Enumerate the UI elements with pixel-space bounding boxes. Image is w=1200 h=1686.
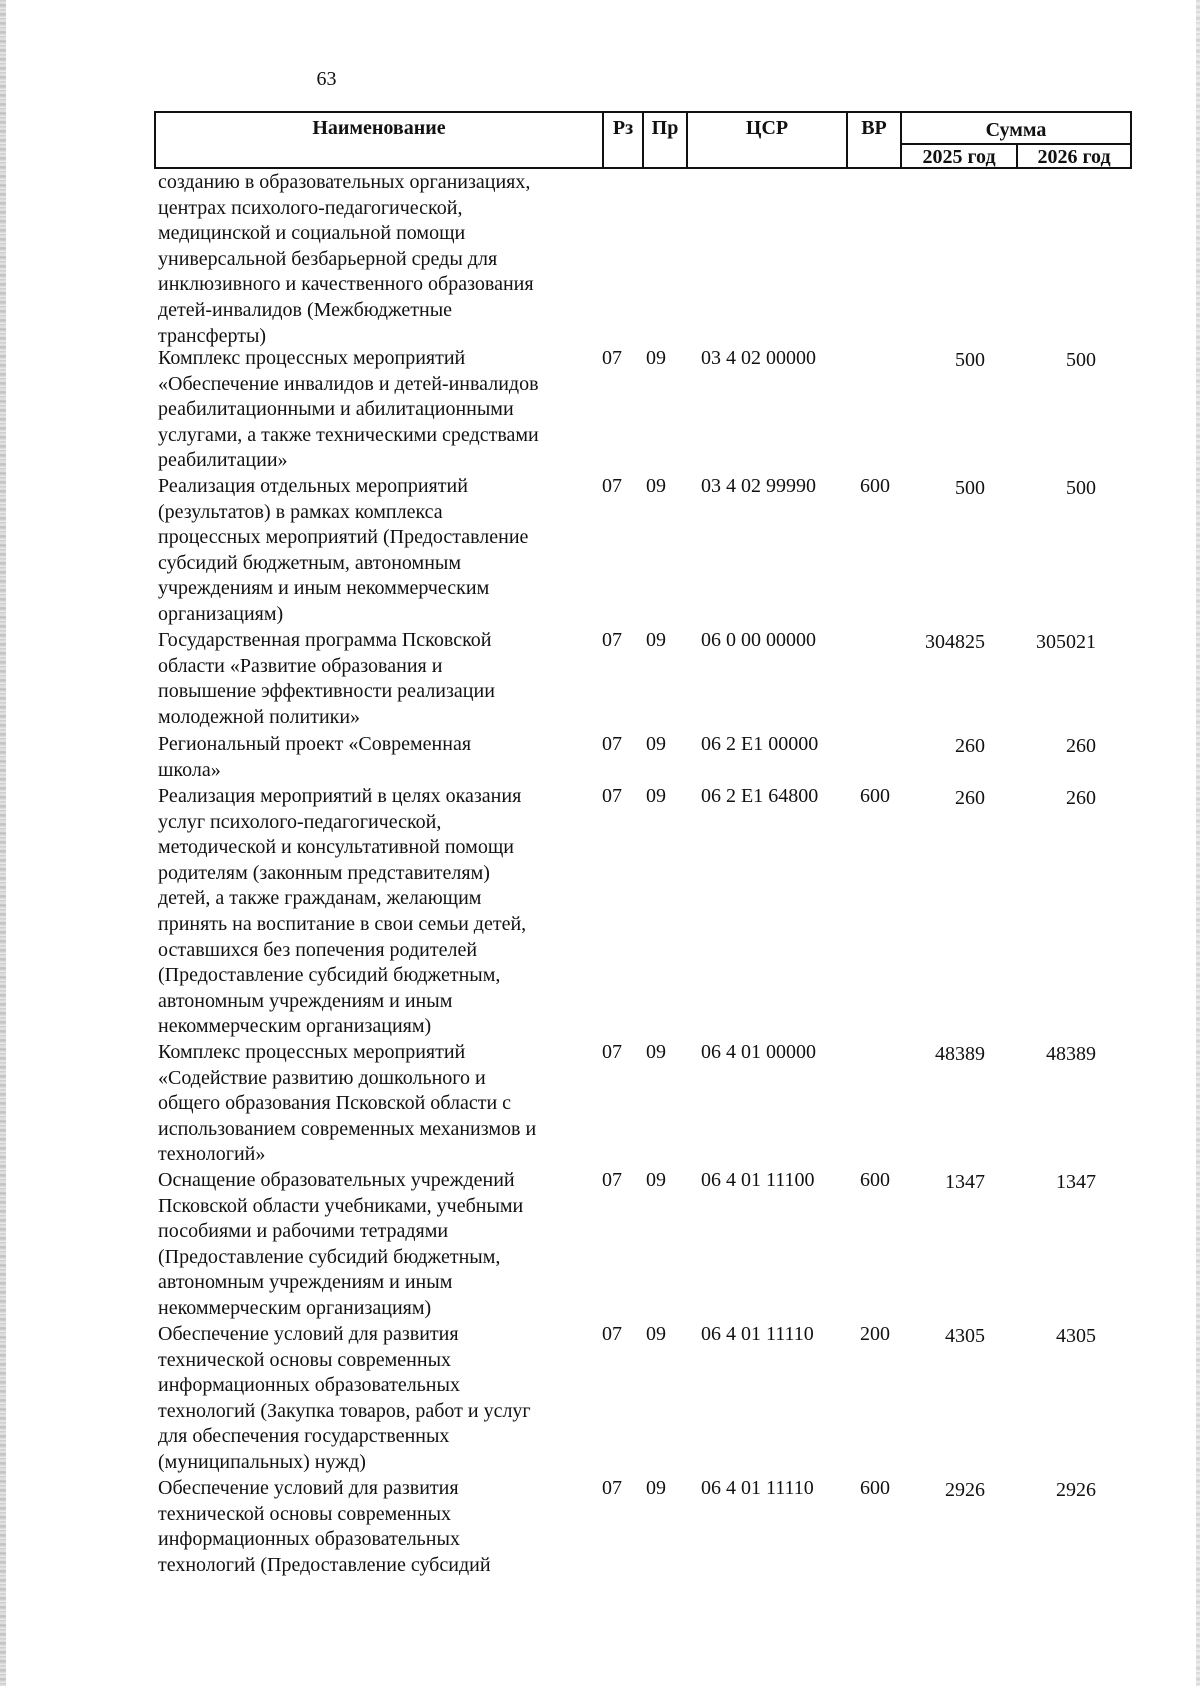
table-row bbox=[158, 474, 1128, 628]
header-name: Наименование bbox=[156, 113, 604, 167]
scan-edge-right bbox=[1196, 0, 1200, 1686]
row-name: Региональный проект «Современная школа» bbox=[158, 733, 472, 781]
page-number bbox=[0, 68, 1200, 91]
row-name: Обеспечение условий для развития технической основы современных информационных образовательных технологий (Закупка товаров, работ и услуг для обеспечения государственных (муниципальных) нужд) bbox=[158, 1323, 531, 1473]
header-pr: Пр bbox=[644, 113, 688, 167]
row-sum-2026: 500 bbox=[1066, 477, 1096, 499]
header-vr: ВР bbox=[848, 113, 902, 167]
table-row bbox=[158, 1476, 1128, 1580]
row-name: Обеспечение условий для развития технической основы современных информационных образовательных технологий (Предоставление субсидий bbox=[158, 1477, 491, 1576]
row-vr: 600 bbox=[860, 785, 890, 807]
row-pr: 09 bbox=[646, 785, 666, 807]
row-csr: 03 4 02 99990 bbox=[701, 475, 816, 497]
row-sum-2026: 260 bbox=[1066, 787, 1096, 809]
row-rz: 07 bbox=[602, 629, 622, 651]
row-pr: 09 bbox=[646, 629, 666, 651]
row-sum-2026: 500 bbox=[1066, 349, 1096, 371]
header-year-2026: 2026 год bbox=[1018, 143, 1130, 169]
row-sum-2026: 4305 bbox=[1056, 1325, 1096, 1347]
row-sum-2025: 4305 bbox=[945, 1325, 985, 1347]
row-vr: 200 bbox=[860, 1323, 890, 1345]
row-sum-2025: 500 bbox=[955, 477, 985, 499]
header-csr: ЦСР bbox=[688, 113, 848, 167]
row-pr: 09 bbox=[646, 1041, 666, 1063]
row-csr: 06 4 01 11110 bbox=[701, 1323, 814, 1345]
table-row bbox=[158, 1040, 1128, 1168]
page-number-text: 63 bbox=[316, 68, 337, 90]
row-sum-2026: 2926 bbox=[1056, 1479, 1096, 1501]
row-rz: 07 bbox=[602, 1477, 622, 1499]
row-name: созданию в образовательных организациях, центрах психолого-педагогической, медицинской и социальной помощи универсальной безбарьерной среды для инклюзивного и качественного образования детей-инвалидов (Межбюджетные трансферты) bbox=[158, 171, 534, 347]
row-pr: 09 bbox=[646, 1169, 666, 1191]
table-row bbox=[158, 1322, 1128, 1476]
table-row bbox=[158, 628, 1128, 732]
row-rz: 07 bbox=[602, 1169, 622, 1191]
row-rz: 07 bbox=[602, 475, 622, 497]
row-csr: 06 4 01 11100 bbox=[701, 1169, 815, 1191]
row-sum-2025: 260 bbox=[955, 787, 985, 809]
row-sum-2025: 1347 bbox=[945, 1171, 985, 1193]
row-sum-2026: 48389 bbox=[1046, 1043, 1096, 1065]
table-row bbox=[158, 732, 1128, 784]
table-header bbox=[154, 111, 1132, 169]
row-sum-2025: 304825 bbox=[925, 631, 985, 653]
scan-edge-left bbox=[0, 0, 6, 1686]
row-vr: 600 bbox=[860, 1169, 890, 1191]
row-pr: 09 bbox=[646, 1477, 666, 1499]
row-csr: 06 2 Е1 64800 bbox=[701, 785, 819, 807]
row-csr: 03 4 02 00000 bbox=[701, 347, 816, 369]
row-csr: 06 2 Е1 00000 bbox=[701, 733, 819, 755]
row-vr: 600 bbox=[860, 475, 890, 497]
row-pr: 09 bbox=[646, 733, 666, 755]
row-name: Реализация мероприятий в целях оказания услуг психолого-педагогической, методической и консультативной помощи родителям (законным представителям) детей, а также гражданам, желающим принять на воспитание в свои семьи детей, оставшихся без попечения родителей (Предоставление субсидий бюджетным, автономным учреждениям и иным некоммерческим организациям) bbox=[158, 785, 527, 1038]
row-csr: 06 4 01 00000 bbox=[701, 1041, 816, 1063]
row-rz: 07 bbox=[602, 347, 622, 369]
row-rz: 07 bbox=[602, 1041, 622, 1063]
table-body bbox=[158, 170, 1128, 1580]
row-pr: 09 bbox=[646, 1323, 666, 1345]
row-sum-2026: 260 bbox=[1066, 735, 1096, 757]
header-sum: Сумма bbox=[985, 119, 1047, 141]
row-name: Комплекс процессных мероприятий «Обеспечение инвалидов и детей-инвалидов реабилитационными и абилитационными услугами, а также техническими средствами реабилитации» bbox=[158, 347, 539, 472]
row-vr: 600 bbox=[860, 1477, 890, 1499]
row-name: Комплекс процессных мероприятий «Содействие развитию дошкольного и общего образования Псковской области с использованием современных механизмов и технологий» bbox=[158, 1041, 537, 1166]
row-rz: 07 bbox=[602, 733, 622, 755]
table-row bbox=[158, 170, 1128, 346]
row-rz: 07 bbox=[602, 1323, 622, 1345]
row-sum-2026: 1347 bbox=[1056, 1171, 1096, 1193]
row-csr: 06 4 01 11110 bbox=[701, 1477, 814, 1499]
row-sum-2025: 500 bbox=[955, 349, 985, 371]
header-rz: Рз bbox=[604, 113, 644, 167]
row-rz: 07 bbox=[602, 785, 622, 807]
row-sum-2026: 305021 bbox=[1036, 631, 1096, 653]
table-row bbox=[158, 346, 1128, 474]
row-name: Оснащение образовательных учреждений Псковской области учебниками, учебными пособиями и рабочими тетрадями (Предоставление субсидий бюджетным, автономным учреждениям и иным некоммерческим организациям) bbox=[158, 1169, 524, 1319]
row-csr: 06 0 00 00000 bbox=[701, 629, 816, 651]
row-name: Реализация отдельных мероприятий (результатов) в рамках комплекса процессных мероприятий (Предоставление субсидий бюджетным, автономным учреждениям и иным некоммерческим организациям) bbox=[158, 475, 529, 625]
table-row bbox=[158, 1168, 1128, 1322]
table-row bbox=[158, 784, 1128, 1040]
row-sum-2025: 260 bbox=[955, 735, 985, 757]
row-pr: 09 bbox=[646, 347, 666, 369]
header-year-2025: 2025 год bbox=[902, 143, 1018, 169]
row-sum-2025: 2926 bbox=[945, 1479, 985, 1501]
row-pr: 09 bbox=[646, 475, 666, 497]
row-sum-2025: 48389 bbox=[935, 1043, 985, 1065]
row-name: Государственная программа Псковской области «Развитие образования и повышение эффективности реализации молодежной политики» bbox=[158, 629, 495, 728]
